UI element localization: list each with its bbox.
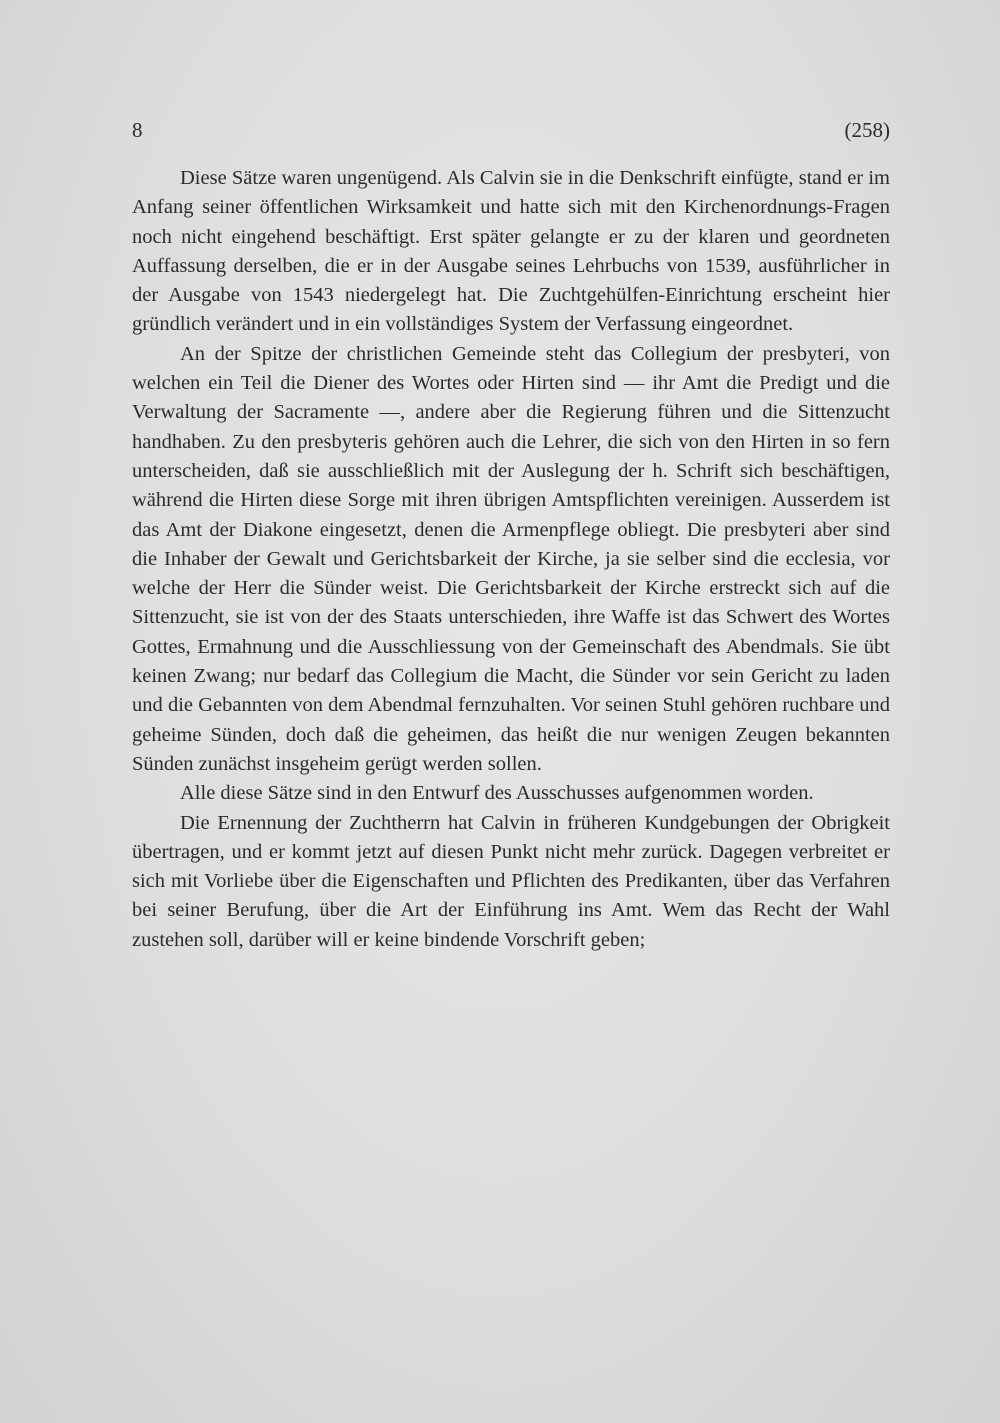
paragraph: Alle diese Sätze sind in den Entwurf des Ausschusses aufgenommen worden. bbox=[180, 782, 814, 805]
original-page-reference: (258) bbox=[844, 118, 890, 142]
page-header bbox=[132, 118, 890, 148]
paragraph: An der Spitze der christlichen Gemeinde steht das Collegium der presbyteri, von welchen ein Teil die Diener des Wortes oder Hirten sind — ihr Amt die Predigt und die Verwaltung der Sacramente —, andere aber die Regierung führen und die Sittenzucht handhaben. Zu den presbyteris gehören auch die Lehrer, die sich von den Hirten in so fern unterscheiden, daß sie ausschließlich mit der Auslegung der h. Schrift sich beschäftigen, während die Hirten diese Sorge mit ihren übrigen Amtspflichten vereinigen. Ausserdem ist das Amt der Diakone eingesetzt, denen die Armenpflege obliegt. Die presbyteri aber sind die Inhaber der Gewalt und Gerichtsbarkeit der Kirche, ja sie selber sind die ecclesia, vor welche der Herr die Sünder weist. Die Gerichtsbarkeit der Kirche erstreckt sich auf die Sittenzucht, sie ist von der des Staats unterschieden, ihre Waffe ist das Schwert des Wortes Gottes, Ermahnung und die Ausschliessung von der Gemeinschaft des Abendmals. Sie übt keinen Zwang; nur bedarf das Collegium die Macht, die Sünder vor sein Gericht zu laden und die Gebannten von dem Abendmal fernzuhalten. Vor seinen Stuhl gehören ruchbare und geheime Sünden, doch daß die geheimen, das heißt die nur wenigen Zeugen bekannten Sünden zunächst insgeheim gerügt werden sollen. bbox=[132, 342, 890, 775]
paragraph: Diese Sätze waren ungenügend. Als Calvin sie in die Denkschrift einfügte, stand er im Anfang seiner öffentlichen Wirksamkeit und hatte sich mit den Kirchenordnungs-Fragen noch nicht eingehend beschäftigt. Erst später gelangte er zu der klaren und geordneten Auffassung derselben, die er in der Ausgabe seines Lehrbuchs von 1539, ausführlicher in der Ausgabe von 1543 niedergelegt hat. Die Zuchtgehülfen-Einrichtung erscheint hier gründlich verändert und in ein vollständiges System der Verfassung eingeordnet. bbox=[132, 167, 890, 336]
page-number: 8 bbox=[132, 118, 143, 142]
paragraph: Die Ernennung der Zuchtherrn hat Calvin in früheren Kundgebungen der Obrigkeit übertragen, und er kommt jetzt auf diesen Punkt nicht mehr zurück. Dagegen verbreitet er sich mit Vorliebe über die Eigenschaften und Pflichten des Predikanten, über das Verfahren bei seiner Berufung, über die Art der Einführung ins Amt. Wem das Recht der Wahl zustehen soll, darüber will er keine bindende Vorschrift geben; bbox=[132, 811, 890, 951]
body-text bbox=[132, 164, 890, 955]
